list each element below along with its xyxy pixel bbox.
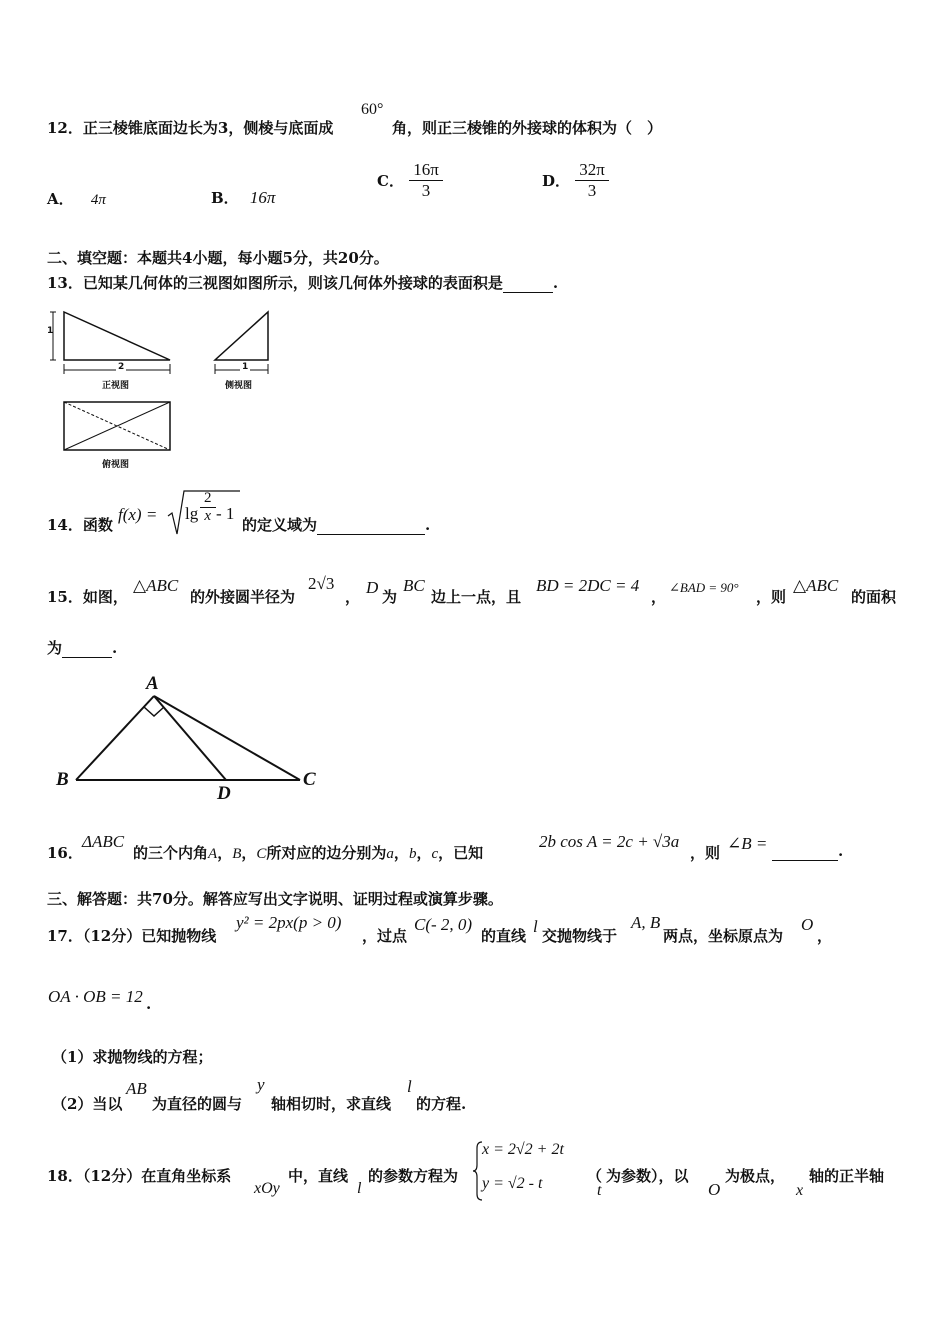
q17-sub-2-a: （2）当以 xyxy=(52,1095,123,1113)
q15-eq-2: ∠BAD = 90° xyxy=(669,580,739,595)
q15-radius: 2√3 xyxy=(308,574,335,593)
q15-text-d: 边上一点，且 xyxy=(431,588,522,606)
section3-title: 三、解答题：共70分。解答应写出文字说明、证明过程或演算步骤。 xyxy=(47,890,503,908)
q16-answer-blank[interactable] xyxy=(772,842,838,861)
q17-origin: O xyxy=(801,915,814,934)
q17-sub-2-b: 为直径的圆与 xyxy=(152,1095,243,1113)
q18-text-d: （ xyxy=(587,1167,603,1185)
right-angle-mark xyxy=(144,707,164,716)
q15-point-d: D xyxy=(366,578,379,597)
q18-param-t: t xyxy=(597,1182,602,1199)
q18-equation-y: y = √2 - t xyxy=(482,1175,543,1192)
figure-label-b: B xyxy=(56,769,69,790)
side-ac xyxy=(154,696,300,780)
front-height-label: 1 xyxy=(47,326,54,336)
q12-option-c[interactable]: C． $\frac{16\pi}{3}$ xyxy=(377,160,443,201)
q18-text-b: 中，直线 xyxy=(288,1167,349,1185)
q17-sub-2-ab: AB xyxy=(126,1079,147,1098)
q15-triangle-2: △ABC xyxy=(793,576,839,595)
q16-text-d: ，则 xyxy=(690,844,721,862)
q12-option-b[interactable]: B． 16π xyxy=(211,188,276,207)
q14-minus-one: - 1 xyxy=(216,504,235,523)
q18-coordinate-system: xOy xyxy=(254,1180,280,1197)
side-view-label: 侧视图 xyxy=(225,381,253,391)
q17-line-l: l xyxy=(533,917,538,936)
q17-text-b: ，过点 xyxy=(362,927,408,945)
q17-sub-2-d: 的方程. xyxy=(416,1095,467,1113)
q13-stem: 13．已知某几何体的三视图如图所示，则该几何体外接球的表面积是 . xyxy=(47,274,559,292)
q15-number: 15．如图， xyxy=(47,588,128,606)
section2-title: 二、填空题：本题共4小题，每小题5分，共20分。 xyxy=(47,249,389,267)
side-view-triangle xyxy=(215,312,268,360)
q18-text-g: 轴的正半轴 xyxy=(809,1167,885,1185)
q17-parabola: y² = 2px(p > 0) xyxy=(236,913,342,932)
q16-angle-b: ∠B = xyxy=(727,834,768,853)
side-ab xyxy=(76,696,154,780)
q15-text-e: ，则 xyxy=(756,588,787,606)
front-view-label: 正视图 xyxy=(102,381,130,391)
q12-stem: 12．正三棱锥底面边长为3，侧棱与底面成 xyxy=(47,119,334,137)
q18-number: 18．（12分）在直角坐标系 xyxy=(47,1167,232,1185)
figure-label-d: D xyxy=(217,783,231,804)
front-view-triangle xyxy=(64,312,170,360)
q15-eq-1: BD = 2DC = 4 xyxy=(536,576,640,595)
q17-sub-2-y: y xyxy=(257,1075,265,1094)
q13-answer-blank[interactable] xyxy=(503,274,553,293)
q16-answer: . xyxy=(772,842,843,861)
q15-comma-1: ， xyxy=(345,588,361,606)
q17-number: 17．（12分）已知抛物线 xyxy=(47,927,217,945)
q17-text-e: 两点，坐标原点为 xyxy=(663,927,784,945)
q17-period: . xyxy=(146,995,152,1013)
q14-lg: lg xyxy=(185,504,199,523)
q17-sub-2-l: l xyxy=(407,1077,412,1096)
q18-equation-x: x = 2√2 + 2t xyxy=(482,1141,564,1158)
q15-answer-blank[interactable] xyxy=(62,639,112,658)
top-view-label: 俯视图 xyxy=(102,460,130,470)
side-width-label: 1 xyxy=(242,362,249,372)
q16-triangle: ΔABC xyxy=(82,832,125,851)
q14-tail: 的定义域为 . xyxy=(242,516,431,534)
q12-stem-tail: 角，则正三棱锥的外接球的体积为（ ） xyxy=(392,119,663,137)
q17-point-c: C(- 2, 0) xyxy=(414,915,473,934)
q14-number: 14．函数 xyxy=(47,516,113,534)
q15-triangle-figure xyxy=(50,670,340,810)
q15-side-bc: BC xyxy=(403,576,425,595)
q16-stem: 的三个内角A，B，C所对应的边分别为a，b，c，已知 xyxy=(133,844,484,862)
q16-equation: 2b cos A = 2c + √3a xyxy=(539,832,680,851)
q12-option-c-fraction: $\frac{16\pi}{3}$ xyxy=(409,160,443,201)
q16-number: 16． xyxy=(47,844,83,862)
q17-dot-product: OA · OB = 12 xyxy=(48,987,143,1006)
front-width-label: 2 xyxy=(118,362,125,372)
q15-text-b: 的外接圆半径为 xyxy=(190,588,296,606)
figure-label-c: C xyxy=(303,769,316,790)
q12-option-a[interactable]: A． 4π xyxy=(47,190,106,208)
q18-axis-x: x xyxy=(796,1182,804,1199)
q17-sub-2-c: 轴相切时，求直线 xyxy=(271,1095,392,1113)
segment-ad xyxy=(154,696,226,780)
q18-text-c: 的参数方程为 xyxy=(368,1167,459,1185)
q15-text-c: 为 xyxy=(382,588,398,606)
figure-label-a: A xyxy=(146,673,159,694)
q15-text-f: 的面积 xyxy=(851,588,897,606)
q17-text-d: 交抛物线于 xyxy=(542,927,618,945)
q15-line-2: 为 . xyxy=(47,639,118,657)
q17-points-ab: A, B xyxy=(631,913,661,932)
q17-comma: ， xyxy=(817,927,833,945)
q18-text-f: 为极点， xyxy=(725,1167,786,1185)
q18-text-e: 为参数），以 xyxy=(606,1167,689,1185)
q12-angle: 60° xyxy=(361,101,384,118)
q15-triangle-1: △ABC xyxy=(133,576,179,595)
q12-option-d[interactable]: D． $\frac{32\pi}{3}$ xyxy=(542,160,609,201)
q14-function-name: f(x) = xyxy=(118,505,158,524)
q12-option-d-fraction: $\frac{32\pi}{3}$ xyxy=(575,160,609,201)
q18-pole-o: O xyxy=(708,1180,721,1199)
q14-answer-blank[interactable] xyxy=(317,516,425,535)
q15-comma-2: ， xyxy=(651,588,667,606)
q17-sub-1: （1）求抛物线的方程； xyxy=(52,1048,213,1066)
q14-fraction: $\frac{2}{x}$ xyxy=(200,490,216,525)
q17-text-c: 的直线 xyxy=(481,927,527,945)
q18-line-l: l xyxy=(357,1180,362,1197)
